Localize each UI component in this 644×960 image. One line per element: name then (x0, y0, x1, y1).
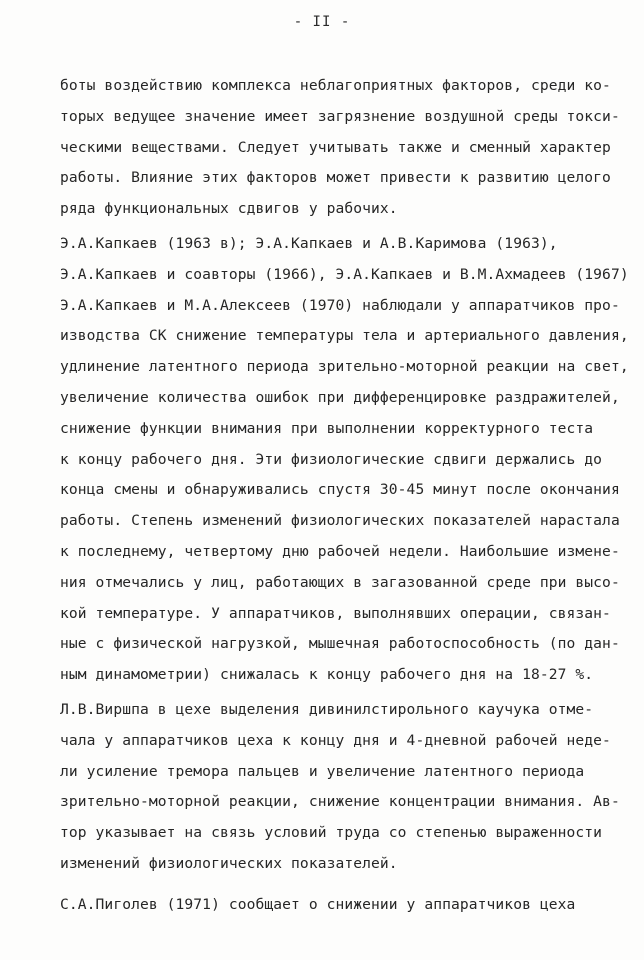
text-line: работы. Степень изменений физиологических показателей нарастала (60, 512, 620, 530)
text-line: тор указывает на связь условий труда со степенью выраженности (60, 824, 603, 842)
text-line: работы. Влияние этих факторов может привести к развитию целого (60, 169, 611, 187)
text-line: к последнему, четвертому дню рабочей недели. Наибольшие измене- (60, 542, 620, 560)
text-line: к концу рабочего дня. Эти физиологические сдвиги держались до (60, 450, 603, 468)
text-line: изводства СК снижение температуры тела и артериального давления, (60, 327, 629, 345)
text-line: ным динамометрии) снижалась к концу рабочего дня на 18-27 %. (60, 666, 594, 684)
text-line: снижение функции внимания при выполнении корректурного теста (60, 419, 594, 437)
text-line: кой температуре. У аппаратчиков, выполнявших операции, связан- (60, 604, 611, 622)
body-text (60, 71, 629, 921)
text-line: ряда функциональных сдвигов у рабочих. (60, 200, 398, 218)
text-line: удлинение латентного периода зрительно-моторной реакции на свет, (60, 358, 629, 376)
text-line: боты воздействию комплекса неблагоприятных факторов, среди ко- (60, 77, 611, 94)
text-line: Э.А.Капкаев и соавторы (1966), Э.А.Капкаев и В.М.Ахмадеев (1967) (60, 265, 629, 283)
text-line: зрительно-моторной реакции, снижение концентрации внимания. Ав- (60, 793, 620, 811)
paragraph-4 (60, 890, 620, 921)
text-line: увеличение количества ошибок при дифференцировке раздражителей, (60, 388, 620, 406)
paragraph-1 (60, 71, 620, 225)
text-line: Э.А.Капкаев (1963 в); Э.А.Капкаев и А.В.Каримова (1963), (60, 234, 558, 252)
text-line: ные с физической нагрузкой, мышечная работоспособность (по дан- (60, 635, 620, 653)
paragraph-3 (60, 695, 620, 880)
text-line: торых ведущее значение имеет загрязнение воздушной среды токси- (60, 107, 620, 125)
paragraph-2 (60, 229, 629, 691)
text-line: изменений физиологических показателей. (60, 854, 398, 872)
text-line: Э.А.Капкаев и М.А.Алексеев (1970) наблюдали у аппаратчиков про- (60, 296, 620, 314)
text-line: ческими веществами. Следует учитывать также и сменный характер (60, 138, 611, 156)
text-line: Л.В.Виршпа в цехе выделения дивинилстирольного каучука отме- (60, 700, 594, 718)
text-line: конца смены и обнаруживались спустя 30-45 минут после окончания (60, 481, 620, 499)
text-line: С.А.Пиголев (1971) сообщает о снижении у аппаратчиков цеха (60, 895, 576, 913)
page-number: - II - (293, 14, 351, 30)
text-line: ли усиление тремора пальцев и увеличение латентного периода (60, 762, 585, 780)
text-line: ния отмечались у лиц, работающих в загазованной среде при высо- (60, 573, 620, 591)
text-line: чала у аппаратчиков цеха к концу дня и 4-дневной рабочей неде- (60, 731, 611, 749)
